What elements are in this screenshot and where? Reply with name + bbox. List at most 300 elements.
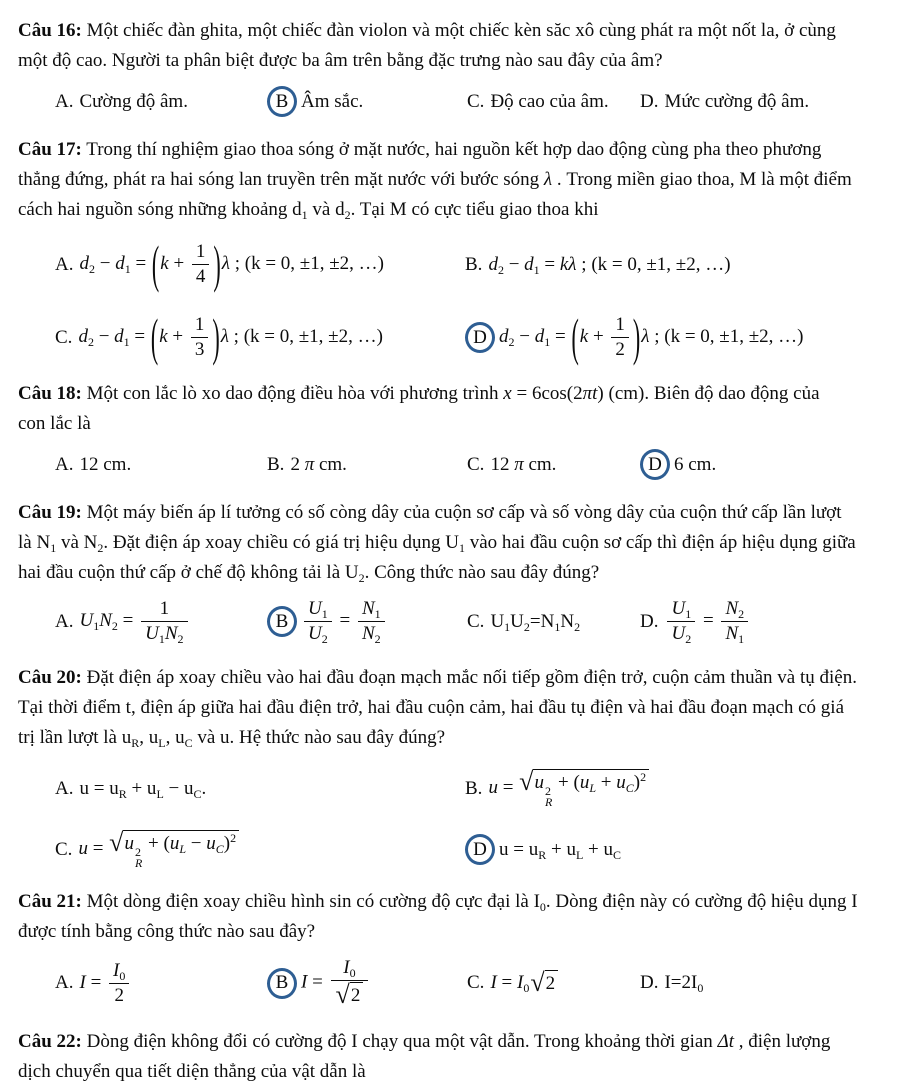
- option-text: [301, 91, 363, 113]
- big-paren: ): [213, 233, 221, 293]
- option-letter: B.: [267, 453, 285, 475]
- italic-text-run: I: [301, 971, 308, 993]
- text-run: hai đầu cuộn thứ cấp ở chế độ không tải là U: [18, 562, 359, 583]
- option-a: [55, 960, 267, 1007]
- option-text: [499, 839, 621, 861]
- text-run: .: [201, 777, 207, 799]
- subscript: C: [613, 847, 622, 862]
- option-text: [664, 972, 703, 994]
- subscript: 1: [123, 334, 130, 349]
- option-c: [467, 968, 640, 998]
- text-run: + u: [583, 838, 614, 860]
- radicand: [350, 982, 364, 1009]
- italic-text-run: d: [115, 252, 125, 274]
- subscript: L: [589, 781, 597, 795]
- options: [55, 957, 880, 1009]
- question-number: Câu 21:: [18, 891, 82, 912]
- big-paren: ): [212, 306, 220, 366]
- italic-text-run: N: [99, 609, 112, 631]
- big-paren: (: [151, 233, 160, 293]
- fraction: [331, 957, 369, 1009]
- text-run: U: [490, 610, 505, 632]
- radicand: [533, 769, 649, 808]
- subscript: R: [544, 795, 553, 809]
- sup-sub-stack: [545, 786, 552, 808]
- option-c: [467, 87, 640, 117]
- text-run: 12 cm.: [79, 453, 132, 475]
- text-run: cm.: [523, 453, 557, 475]
- text-run: 1: [615, 314, 625, 335]
- subscript: 2: [523, 619, 530, 634]
- fraction-denominator: [358, 622, 385, 645]
- subscript: R: [134, 856, 143, 870]
- text-run: 2: [615, 339, 625, 360]
- italic-text-run: x: [503, 383, 512, 404]
- italic-text-run: u: [169, 833, 180, 854]
- text-run: ) (cm). Biên độ dao động của: [597, 383, 820, 404]
- text-run: =: [497, 776, 519, 798]
- text-run: −: [186, 833, 207, 854]
- italic-text-run: k: [579, 325, 589, 347]
- text-run: =: [87, 837, 109, 859]
- text-run: =: [698, 609, 719, 631]
- fraction-numerator: [141, 598, 187, 622]
- text-run: ; (k = 0, ±1, ±2, …): [228, 325, 383, 347]
- fraction: [358, 598, 385, 645]
- option-c: [55, 306, 465, 366]
- square-root: [530, 967, 558, 997]
- radicand: [123, 830, 239, 869]
- italic-text-run: N: [164, 623, 178, 644]
- subscript: L: [179, 842, 187, 856]
- subscript: 0: [539, 900, 546, 914]
- option-a: [55, 598, 267, 645]
- italic-text-run: U: [308, 623, 322, 644]
- text-run: + u: [126, 777, 157, 799]
- option-d: [465, 834, 880, 865]
- text-run: . Dòng điện này có cường độ hiệu dụng I: [545, 891, 858, 912]
- subscript: 1: [533, 262, 540, 277]
- italic-text-run: π: [304, 453, 315, 475]
- question-text: [18, 498, 880, 588]
- text-run: ): [223, 833, 231, 854]
- text-run: , u: [139, 727, 159, 748]
- question-text: [18, 663, 880, 753]
- text-run: 6 cm.: [674, 453, 717, 475]
- option-letter: A.: [55, 777, 74, 799]
- italic-text-run: I: [79, 971, 86, 993]
- question-text: [18, 1027, 880, 1087]
- fraction-numerator: [611, 314, 629, 338]
- option-letter: D.: [640, 90, 659, 112]
- sup-sub-stack: [135, 847, 142, 869]
- fraction-numerator: [109, 960, 129, 984]
- subscript: C: [215, 842, 224, 856]
- text-run: = 6cos(2: [511, 383, 583, 404]
- subscript: 1: [504, 619, 511, 634]
- subscript: 2: [574, 619, 581, 634]
- text-run: 2: [545, 972, 556, 994]
- subscript: 2: [87, 334, 94, 349]
- option-letter: C.: [467, 610, 485, 632]
- option-text: [79, 233, 384, 293]
- option-text: [79, 598, 190, 645]
- text-run: cách hai nguồn sóng những khoảng d: [18, 199, 302, 220]
- question-number: Câu 20:: [18, 667, 82, 688]
- text-run: và N: [56, 532, 98, 553]
- text-run: 3: [194, 339, 205, 360]
- text-run: , điện lượng: [734, 1031, 831, 1052]
- option-letter: B.: [465, 777, 483, 799]
- option-c: [55, 830, 465, 869]
- option-a: [55, 233, 465, 293]
- subscript: R: [538, 847, 547, 862]
- text-run: +: [168, 252, 189, 274]
- text-run: =: [85, 971, 107, 993]
- fraction-denominator: [141, 622, 187, 645]
- italic-text-run: d: [79, 252, 89, 274]
- option-d: [640, 598, 880, 645]
- option-d: [640, 968, 880, 998]
- text-run: =: [130, 252, 151, 274]
- text-run: cm.: [314, 453, 347, 475]
- text-run: u = u: [79, 777, 119, 799]
- option-text: [79, 960, 132, 1007]
- option-c: [467, 607, 640, 637]
- option-text: [78, 830, 240, 869]
- text-run: ; (k = 0, ±1, ±2, …): [229, 252, 384, 274]
- subscript: C: [193, 786, 202, 801]
- fraction-denominator: [611, 338, 629, 361]
- option-text: [490, 454, 556, 476]
- option-b: [267, 598, 467, 645]
- answer-circle: B: [267, 86, 297, 117]
- subscript: L: [158, 736, 166, 750]
- text-run: 4: [195, 266, 206, 287]
- fraction: [611, 314, 629, 361]
- option-letter: A.: [55, 90, 74, 112]
- subscript: L: [156, 786, 164, 801]
- text-run: =N: [529, 610, 555, 632]
- radical-icon: √: [335, 980, 350, 1009]
- text-run: =: [550, 325, 571, 347]
- text-run: Tại thời điểm t, điện áp giữa hai đầu điện trở, hai đầu cuộn cảm, hai đầu tụ điện và hai đầu đoạn mạch có giá: [18, 697, 845, 718]
- option-text: [674, 454, 716, 476]
- italic-text-run: u: [616, 772, 626, 793]
- superscript: 2: [640, 770, 647, 784]
- option-letter: C.: [55, 838, 73, 860]
- radical-icon: √: [519, 767, 534, 796]
- text-run: =: [539, 253, 560, 275]
- option-text: [490, 967, 559, 997]
- italic-text-run: N: [361, 623, 375, 644]
- text-run: ): [633, 772, 641, 793]
- fraction-numerator: [721, 598, 748, 622]
- option-letter: C.: [55, 326, 73, 348]
- text-run: Một chiếc đàn ghita, một chiếc đàn violon và một chiếc kèn săc xô cùng phát ra một nốt la, ở cùng: [86, 20, 836, 41]
- fraction-denominator: [192, 265, 210, 288]
- fraction: [192, 241, 210, 288]
- text-run: . Đặt điện áp xoay chiều có giá trị hiệu dụng U: [103, 532, 459, 553]
- text-run: Mức cường độ âm.: [664, 90, 810, 112]
- subscript: 1: [50, 541, 57, 555]
- option-a: [55, 87, 267, 117]
- fraction-denominator: [191, 338, 209, 361]
- italic-text-run: u: [78, 837, 88, 859]
- option-letter: C.: [467, 972, 485, 993]
- subscript: 2: [88, 261, 95, 276]
- subscript: 1: [158, 632, 165, 646]
- text-run: + u: [546, 838, 576, 860]
- question-number: Câu 16:: [18, 20, 82, 41]
- italic-text-run: π: [514, 453, 524, 475]
- fraction-numerator: [358, 598, 385, 622]
- text-run: 1: [159, 598, 170, 619]
- fraction-numerator: [192, 241, 210, 265]
- italic-text-run: U: [79, 609, 94, 631]
- answer-circle: D: [465, 322, 495, 353]
- text-run: 2: [350, 985, 361, 1006]
- text-run: và d: [307, 199, 345, 220]
- subscript: C: [184, 736, 193, 750]
- option-text: [79, 454, 131, 476]
- question-22: [18, 1027, 880, 1087]
- radical-icon: √: [530, 967, 545, 997]
- text-run: =: [334, 609, 355, 631]
- text-run: Trong thí nghiệm giao thoa sóng ở mặt nước, hai nguồn kết hợp dao động cùng pha theo phương: [86, 139, 822, 160]
- subscript: 2: [685, 632, 692, 646]
- option-d: [640, 87, 880, 117]
- subscript: 2: [97, 541, 104, 555]
- text-run: +: [167, 325, 188, 347]
- italic-text-run: u: [124, 833, 134, 854]
- italic-text-run: N: [725, 623, 739, 644]
- text-run: + (: [143, 833, 170, 854]
- subscript: 1: [458, 541, 465, 555]
- subscript: 1: [544, 334, 551, 349]
- question-19: [18, 498, 880, 645]
- italic-text-run: d: [488, 253, 498, 275]
- question-text: [18, 135, 880, 225]
- text-run: + (: [553, 772, 580, 793]
- question-17: [18, 135, 880, 366]
- option-letter: A.: [55, 453, 74, 475]
- text-run: U: [510, 610, 524, 632]
- option-a: [55, 450, 267, 480]
- subscript: 2: [111, 618, 118, 633]
- options: [55, 86, 880, 117]
- italic-text-run: U: [671, 598, 686, 619]
- subscript: 1: [685, 607, 692, 621]
- text-run: 2: [290, 453, 305, 475]
- text-run: con lắc là: [18, 413, 91, 434]
- subscript: 1: [554, 619, 561, 634]
- fraction: [304, 598, 332, 645]
- option-c: [467, 450, 640, 480]
- italic-text-run: N: [361, 598, 375, 619]
- text-run: 1: [195, 241, 206, 262]
- text-run: =: [129, 325, 150, 347]
- fraction: [191, 314, 209, 361]
- square-root: [519, 769, 649, 808]
- text-run: Đặt điện áp xoay chiều vào hai đầu đoạn mạch mắc nối tiếp gồm điện trở, cuộn cảm thuần và tụ điện.: [86, 667, 857, 688]
- italic-text-run: d: [534, 325, 545, 347]
- question-number: Câu 17:: [18, 139, 82, 160]
- fraction-numerator: [667, 598, 695, 622]
- text-run: Một con lắc lò xo dao động điều hòa với phương trình: [86, 383, 504, 404]
- subscript: 1: [738, 632, 745, 646]
- text-run: thẳng đứng, phát ra hai sóng lan truyền trên mặt nước với bước sóng: [18, 169, 544, 190]
- subscript: 2: [374, 632, 381, 646]
- question-18: [18, 379, 880, 480]
- options: [55, 233, 880, 366]
- text-run: Dòng điện không đổi có cường độ I chạy qua một vật dẫn. Trong khoảng thời gian: [86, 1031, 718, 1052]
- subscript: 1: [301, 208, 308, 222]
- subscript: 0: [119, 968, 126, 983]
- fraction-denominator: [721, 622, 748, 645]
- subscript: 0: [697, 981, 704, 995]
- radical-icon: √: [109, 828, 124, 857]
- superscript: 2: [230, 831, 237, 845]
- italic-text-run: u: [206, 833, 216, 854]
- text-run: vào hai đầu cuộn sơ cấp thì điện áp hiệu dụng giữa: [464, 532, 856, 553]
- subscript: 2: [508, 334, 515, 349]
- option-text: [79, 778, 206, 800]
- fraction-denominator: [304, 622, 332, 645]
- italic-text-run: u: [534, 772, 544, 793]
- text-run: Một dòng điện xoay chiều hình sin có cường độ cực đại là I: [86, 891, 540, 912]
- option-letter: A.: [55, 253, 74, 275]
- option-text: [664, 598, 751, 645]
- answer-circle: D: [465, 834, 495, 865]
- option-text: [664, 91, 809, 113]
- text-run: 12: [490, 453, 515, 475]
- fraction: [667, 598, 695, 645]
- answer-circle: D: [640, 449, 670, 480]
- italic-text-run: U: [308, 598, 322, 619]
- option-letter: A.: [55, 972, 74, 993]
- subscript: R: [118, 786, 127, 801]
- question-text: [18, 16, 880, 76]
- option-letter: C.: [467, 453, 485, 475]
- text-run: . Tại M có cực tiểu giao thoa khi: [350, 199, 599, 220]
- question-16: [18, 16, 880, 117]
- option-text: [490, 611, 580, 633]
- text-run: được tính bằng công thức nào sau đây?: [18, 921, 316, 942]
- subscript: 2: [358, 571, 365, 585]
- big-paren: (: [150, 306, 159, 366]
- option-d: [640, 449, 880, 480]
- text-run: ; (k = 0, ±1, ±2, …): [649, 325, 804, 347]
- question-number: Câu 19:: [18, 502, 82, 523]
- fraction-denominator: [667, 622, 695, 645]
- subscript: 1: [124, 261, 131, 276]
- italic-text-run: I: [343, 957, 350, 978]
- option-text: [301, 957, 371, 1009]
- option-d: [465, 306, 880, 366]
- option-b: [267, 450, 467, 480]
- option-letter: D.: [640, 610, 659, 632]
- subscript: C: [625, 781, 634, 795]
- big-paren: (: [571, 306, 579, 366]
- option-text: [301, 598, 388, 645]
- text-run: Cường độ âm.: [79, 90, 188, 112]
- text-run: dịch chuyển qua tiết diện thẳng của vật dẫn là: [18, 1061, 366, 1082]
- question-21: [18, 887, 880, 1009]
- italic-text-run: πt: [582, 383, 598, 404]
- text-run: 1: [194, 314, 205, 335]
- option-b: [465, 769, 880, 808]
- subscript: 0: [523, 980, 530, 995]
- italic-text-run: Δt: [717, 1031, 734, 1052]
- option-letter: C.: [467, 90, 485, 112]
- answer-circle: B: [267, 606, 297, 637]
- text-run: − u: [163, 777, 194, 799]
- question-number: Câu 22:: [18, 1031, 82, 1052]
- radicand: [545, 970, 559, 997]
- italic-text-run: u: [579, 772, 590, 793]
- question-20: [18, 663, 880, 869]
- italic-text-run: λ: [220, 325, 229, 347]
- text-run: −: [94, 252, 116, 274]
- options: [55, 598, 880, 645]
- italic-text-run: k: [159, 325, 168, 347]
- subscript: 1: [93, 618, 100, 633]
- text-run: =: [307, 971, 328, 993]
- italic-text-run: d: [78, 325, 88, 347]
- text-run: −: [514, 325, 535, 347]
- option-text: [490, 91, 608, 113]
- text-run: +: [596, 772, 617, 793]
- fraction: [721, 598, 748, 645]
- text-run: Một máy biến áp lí tưởng có số còng dây của cuộn sơ cấp và số vòng dây của cuộn thứ cấp lần lượt: [86, 502, 842, 523]
- text-run: một độ cao. Người ta phân biệt được ba âm trên bằng đặc trưng nào sau đây của âm?: [18, 50, 663, 71]
- text-run: I=2I: [664, 972, 698, 993]
- subscript: L: [575, 847, 584, 862]
- italic-text-run: k: [160, 252, 169, 274]
- italic-text-run: kλ: [559, 253, 577, 275]
- question-text: [18, 379, 880, 439]
- option-letter: B.: [465, 253, 483, 275]
- option-text: [78, 306, 383, 366]
- superscript: 2: [134, 845, 141, 859]
- subscript: 2: [344, 208, 351, 222]
- text-run: , u: [165, 727, 185, 748]
- subscript: 2: [738, 607, 745, 621]
- text-run: . Trong miền giao thoa, M là một điểm: [552, 169, 852, 190]
- fraction-numerator: [331, 957, 369, 981]
- option-b: [465, 250, 880, 280]
- subscript: 2: [177, 632, 184, 646]
- text-run: Âm sắc.: [301, 90, 364, 112]
- italic-text-run: d: [499, 325, 509, 347]
- italic-text-run: U: [671, 623, 686, 644]
- subscript: 2: [497, 262, 504, 277]
- question-text: [18, 887, 880, 947]
- option-text: [79, 91, 187, 113]
- italic-text-run: I: [490, 971, 497, 993]
- text-run: −: [93, 325, 115, 347]
- text-run: N: [560, 610, 575, 632]
- italic-text-run: I: [516, 971, 524, 993]
- text-run: Độ cao của âm.: [490, 90, 609, 112]
- question-number: Câu 18:: [18, 383, 82, 404]
- option-a: [55, 774, 465, 804]
- superscript: 2: [544, 784, 551, 798]
- square-root: [109, 830, 239, 869]
- italic-text-run: N: [725, 598, 739, 619]
- text-run: . Công thức nào sau đây đúng?: [364, 562, 600, 583]
